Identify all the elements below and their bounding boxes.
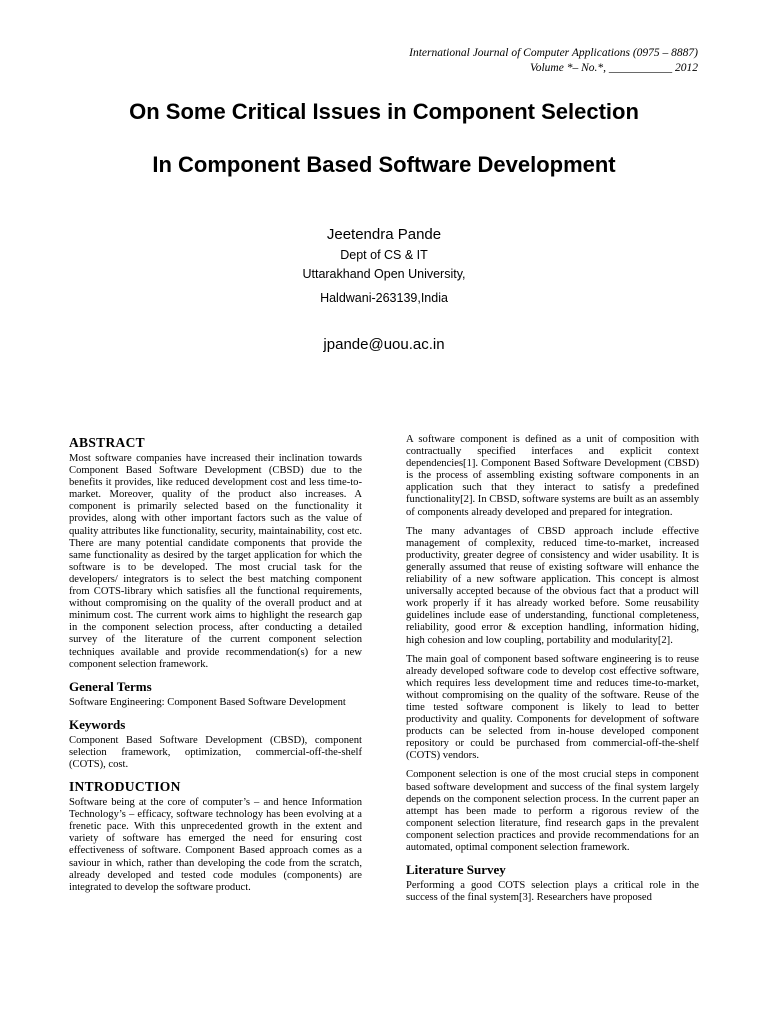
paragraph-literature-survey: Performing a good COTS selection plays a critical role in the success of the final system[3]. Researchers have proposed: [406, 880, 699, 904]
journal-volume: Volume *– No.*, ___________ 2012: [529, 62, 698, 74]
paragraph-component-selection: Component selection is one of the most crucial steps in component based software development and success of the final system largely depends on the component selection process. In the current paper an attempt has been made to perform a rigorous review of the component selection literature, find research gaps in the prevalent component selection practices and provide recommendations for an automated, optimal component selection framework.: [406, 769, 699, 853]
left-column: [69, 434, 362, 901]
general-terms-text: Software Engineering: Component Based Software Development: [69, 696, 346, 708]
paper-title-line-2: In Component Based Software Development: [152, 152, 616, 177]
paragraph-component-definition: A software component is defined as a unit of composition with contractually specified interfaces and explicit context dependencies[1]. Component Based Software Development (CBSD) is the process of assembling existing software components in an application such that they interact to satisfy a predefined functionality[2]. In CBSD, software systems are built as an assembly of components already developed and prepared for integration.: [406, 434, 699, 518]
paragraph-main-goal: The main goal of component based software engineering is to reuse already developed software code to develop cost effective software, which requires less development time and reduces time-to-market, without compromising on the quality of the software. Reuse of the time tested software component is likely to lead to better productivity and quality. Components for development of software products can be selected from in-house developed component repository or could be purchased from commercial-off-the-shelf (COTS) vendors.: [406, 653, 699, 762]
author-email: jpande@uou.ac.in: [323, 336, 445, 353]
literature-survey-heading: Literature Survey: [406, 862, 506, 878]
author-university: Uttarakhand Open University,: [302, 267, 466, 281]
introduction-text: Software being at the core of computer’s – and hence Information Technology’s – efficacy, software technology has been evolving at a frenetic pace. With this unprecedented growth in the extent and variety of software has emerged the need for ensuring cost effectiveness of software. Component Based approach comes as a saviour in which, rather than developing the code from the scratch, already developed and tested code modules (components) are integrated to develop the software product.: [69, 797, 362, 893]
general-terms-heading: General Terms: [69, 678, 152, 694]
abstract-text: Most software companies have increased their inclination towards Component Based Software Development (CBSD) due to the benefits it provides, like reduced development cost and less time-to-market. Moreover, quality of the product also increases. A component is primarily selected based on the functionality it provides, along with other important factors such as the value of quality attributes like functionality, security, maintainability, cost etc. There are many potential candidate components that provide the same functionality as desired by the target application for which the software is to be developed. The most crucial task for the developers/ integrators is to select the best matching component from COTS-library which satisfies all the functional requirements, without compromising on the quality of the overall product and at minimum cost. The current work aims to highlight the research gap in the component selection process, after conducting a detailed survey of the literature of the current component selection techniques available and provide recommendation(s) for a new component selection framework.: [69, 453, 363, 670]
author-name: Jeetendra Pande: [326, 226, 442, 243]
journal-name: International Journal of Computer Applications (0975 – 8887): [409, 47, 698, 59]
paper-title-line-1: On Some Critical Issues in Component Selection: [129, 99, 639, 124]
author-address: Haldwani-263139,India: [320, 291, 448, 305]
journal-header: [409, 46, 698, 76]
paragraph-cbsd-advantages: The many advantages of CBSD approach include effective management of complexity, reduced time-to-market, increased productivity, greater degree of consistency and wider usability. It is generally assumed that reuse of existing software will enhance the reliability of a new software application. This concept is almost universally accepted because of the obvious fact that a product will work properly if it has already worked before. Some reusability guidelines include ease of understanding, functional completeness, reliability, good error & exception handling, information hiding, high cohesion and low coupling, portability and modularity[2].: [406, 525, 699, 646]
abstract-heading: ABSTRACT: [69, 435, 145, 450]
keywords-heading: Keywords: [69, 716, 126, 732]
introduction-heading: INTRODUCTION: [69, 779, 181, 795]
keywords-text: Component Based Software Development (CBSD), component selection framework, optimization, commercial-off-the-shelf (COTS), cost.: [69, 734, 362, 770]
author-department: Dept of CS & IT: [340, 248, 428, 262]
right-column: [406, 434, 699, 911]
